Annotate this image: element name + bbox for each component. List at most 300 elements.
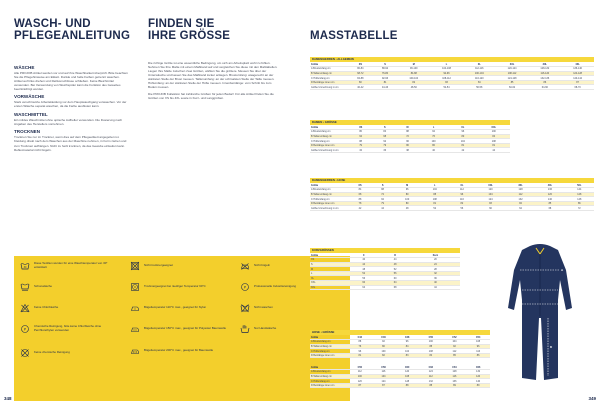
table-cell: 5XL: [565, 183, 594, 188]
table-cell: 85: [496, 80, 529, 85]
row-label: XS: [310, 258, 348, 263]
row-label: L: [310, 271, 348, 276]
table-cell: M: [397, 62, 430, 67]
table-cell: 96: [448, 130, 477, 135]
table-cell: 40-42: [348, 85, 373, 90]
table-cell: 136-140: [561, 67, 594, 72]
table-cell: 100-104: [397, 76, 430, 81]
table-cell: 68: [348, 192, 372, 197]
find-size-column: [148, 18, 278, 100]
row-label: Größe: [310, 253, 348, 258]
table-cell: 88: [348, 197, 372, 202]
table-cell: 60: [379, 276, 410, 281]
table-cell: 20: [411, 258, 460, 263]
row-label: C Hüftumfang cm: [310, 197, 348, 202]
table-cell: 108-112: [496, 71, 529, 76]
iron-200-icon: [130, 346, 140, 356]
size-table-3: [310, 183, 594, 211]
table-cell: XS: [348, 183, 372, 188]
table-cell: 92: [373, 139, 396, 144]
table-cell: 88: [395, 383, 419, 388]
table-cell: 96: [395, 340, 419, 345]
table-cell: 48: [348, 267, 379, 272]
table-cell: 136: [535, 188, 564, 193]
table-cell: 48: [379, 262, 410, 267]
row-label: S: [310, 262, 348, 267]
table-cell: 72: [396, 134, 419, 139]
table-cell: 116-120: [528, 71, 561, 76]
row-label: D Beinlänge innen cm: [310, 80, 348, 85]
svg-text:30: 30: [23, 266, 27, 269]
table-cell: S: [373, 125, 396, 130]
table-cell: M: [396, 125, 419, 130]
table-cell: 104: [448, 139, 477, 144]
table-cell: 116: [443, 374, 467, 379]
table-cell: 128: [506, 188, 535, 193]
table-row: [310, 85, 594, 90]
table-cell: 81: [348, 353, 372, 358]
size-chart-title: MASSTABELLE: [310, 30, 398, 42]
care-item: Bügeltemperatur 150°C max., geeignet für Polyester Baumwolle: [130, 324, 230, 334]
table-cell: 81: [421, 201, 449, 206]
coverall-measurement-figure: [500, 240, 580, 384]
heading-trocknen: TROCKNEN: [14, 129, 41, 135]
table-cell: C66: [466, 365, 490, 370]
care-item: Bügeltemperatur 110°C max., geeignet für Nylon: [130, 303, 230, 313]
table-cell: 64: [506, 206, 535, 211]
row-label: XXL: [310, 281, 348, 286]
care-item: Trocknergeeignet bei niedriger Temperatur 60°C: [130, 282, 230, 292]
table-cell: 87: [348, 383, 372, 388]
table-cell: 86: [528, 80, 561, 85]
table-cell: S: [372, 183, 393, 188]
table-cell: 83: [395, 353, 419, 358]
size-table-6: [310, 365, 490, 388]
row-label: A Brustumfang cm: [310, 188, 348, 193]
table-cell: 36: [411, 276, 460, 281]
table-cell: 108: [421, 197, 449, 202]
svg-text:P: P: [23, 327, 27, 332]
table-cell: M: [393, 183, 421, 188]
table-cell: 88: [421, 192, 449, 197]
care-symbols-panel: [14, 256, 350, 401]
row-label: Größe: [310, 365, 348, 370]
table-cell: 56-58: [463, 85, 496, 90]
care-item: Keine Chlorbleiche: [20, 303, 120, 313]
table-cell: C52: [443, 335, 467, 340]
table-cell: 28: [411, 267, 460, 272]
table-cell: 84-88: [397, 71, 430, 76]
row-label: Größe: [310, 62, 348, 67]
care-item: Nur Handwäsche: [240, 324, 340, 334]
table-cell: 128: [395, 379, 419, 384]
table-cell: 81: [477, 143, 510, 148]
table-cell: 42: [448, 148, 477, 153]
table-cell: 80-84: [348, 67, 373, 72]
table-cell: 80: [393, 201, 421, 206]
heading-vorwaesche: VORWÄSCHE: [14, 94, 45, 100]
table-cell: 52: [379, 267, 410, 272]
care-item: Nicht bügeln: [240, 261, 340, 271]
care-item: Keine chemische Reinigung: [20, 348, 120, 358]
table-row: [310, 206, 594, 211]
table-cell: C48: [395, 335, 419, 340]
row-label: C Hüftumfang cm: [310, 349, 348, 354]
row-label: A Brustumfang cm: [310, 67, 348, 72]
table-cell: 4XL: [561, 62, 594, 67]
table-cell: 24: [411, 262, 460, 267]
table-cell: 85: [535, 201, 564, 206]
table-cell: 148: [565, 197, 594, 202]
table-cell: C44: [348, 335, 372, 340]
table-cell: 144: [565, 188, 594, 193]
table-cell: 120: [475, 188, 506, 193]
table-cell: 86: [466, 353, 490, 358]
table-cell: 89: [466, 383, 490, 388]
table-cell: 3XL: [528, 62, 561, 67]
table-cell: 83: [430, 80, 463, 85]
find-size-title-line2: IHRE GRÖSSE: [148, 30, 231, 42]
row-label: C Hüftumfang cm: [310, 379, 348, 384]
size-table-2: [310, 125, 510, 153]
table-cell: XL: [449, 183, 476, 188]
table-cell: 84: [506, 201, 535, 206]
iron-150-icon: [130, 324, 140, 334]
no-bleach-icon: [20, 303, 30, 313]
table-title: DAMEN • GRÖSSE: [310, 120, 510, 125]
size-table-1: [310, 62, 594, 90]
table-cell: 72: [372, 192, 393, 197]
table-cell: C60: [395, 365, 419, 370]
table-cell: 116-120: [463, 76, 496, 81]
table-cell: 60: [475, 206, 506, 211]
table-cell: 56: [449, 206, 476, 211]
table-cell: 116: [449, 197, 476, 202]
dry-clean-p-icon: [20, 324, 30, 334]
no-iron-icon: [240, 261, 250, 271]
table-cell: 83: [475, 201, 506, 206]
table-cell: 79: [373, 143, 396, 148]
table-cell: 52-54: [430, 85, 463, 90]
find-size-text: Die richtige Größe ist eine wesentliche Bedingung, um sich am Arbeitsplatz wohl zu fühlen. Nehmen Sie Ihre Maße mit einem Maßband auf und vergleichen Sie diese mit den Maßtabellen. Liegen Ihre Maße zwischen zwei Größen, wählen Sie die größere. Messen Sie über der Unterwäsche und lassen Sie das Maßband locker anliegen. Brustumfang: waagerecht an der stärksten Stelle der Brust messen. Taillenumfang: an der schmalsten Stelle der Taille messen. Hüftumfang: an der stärksten Stelle der Hüfte messen. Innenbeinlänge: vom Schritt bis zum Boden messen.: [148, 61, 278, 90]
table-cell: 112: [419, 374, 443, 379]
table-cell: 85: [443, 353, 467, 358]
table-cell: 140: [535, 197, 564, 202]
table-cell: 88: [419, 383, 443, 388]
table-cell: 96: [393, 188, 421, 193]
table-cell: 104: [372, 374, 396, 379]
row-label: A Brustumfang cm: [310, 130, 348, 135]
no-tumble-dry-icon: [130, 261, 140, 271]
table-cell: 68-72: [348, 71, 373, 76]
section-waesche: [14, 65, 128, 91]
table-cell: 128: [443, 370, 467, 375]
table-title: DAMEN/HERREN • HOSE: [310, 178, 594, 183]
table-cell: C56: [348, 365, 372, 370]
table-cell: 80: [348, 80, 373, 85]
row-label: Größe Umrechnung in cm: [310, 206, 348, 211]
table-cell: L: [430, 62, 463, 67]
row-label: D Beinlänge innen cm: [310, 383, 348, 388]
wash-30-icon: [20, 261, 30, 271]
table-cell: 104: [421, 188, 449, 193]
table-cell: 81: [373, 80, 398, 85]
table-cell: 79: [372, 201, 393, 206]
table-cell: 120: [466, 374, 490, 379]
table-cell: 128-132: [528, 67, 561, 72]
table-cell: 112-116: [463, 67, 496, 72]
table-cell: 87: [372, 383, 396, 388]
table-row: [310, 353, 490, 358]
table-cell: 108: [466, 340, 490, 345]
svg-text:P: P: [243, 285, 247, 290]
industrial-wash-icon: [240, 282, 250, 292]
table-cell: 92-96: [373, 76, 398, 81]
table-cell: S: [373, 62, 398, 67]
text-waschmittel: Ein mildes Waschmittel ohne optische Aufheller verwenden. Die Dosierung nach Angaben des Herstellers vornehmen.: [14, 117, 123, 126]
table-cell: XXL: [475, 183, 506, 188]
table-cell: 132-136: [528, 76, 561, 81]
heading-waschmittel: WASCHMITTEL: [14, 111, 48, 117]
table-cell: D: [379, 253, 410, 258]
page-number-right: 349: [588, 396, 596, 401]
text-trocknen: Trocknen Sie nur im Trockner, wenn dies auf dem Pflegeetikett angegeben ist. Kleidung direkt nach dem Waschen aus der Maschine nehmen, in Form ziehen und zum Trocknen aufhängen. Nicht zu heiß trocknen, da das Gewebe einlaufen kann. Reflexmaterial nicht bügeln.: [14, 135, 127, 152]
tumble-dry-low-icon: [130, 282, 140, 292]
table-cell: 88: [396, 130, 419, 135]
table-cell: C46: [372, 335, 396, 340]
table-cell: 92: [419, 130, 448, 135]
table-cell: 36: [373, 148, 396, 153]
table-cell: 76: [419, 134, 448, 139]
table-cell: 86: [565, 201, 594, 206]
figure-label-c: C: [559, 302, 562, 306]
size-table-4: [310, 253, 460, 290]
table-cell: 132: [466, 370, 490, 375]
table-cell: 42: [348, 206, 372, 211]
size-table-5: [310, 335, 490, 358]
table-cell: 108: [419, 349, 443, 354]
care-item: P Chemische Reinigung, bitte keine Chlorbleiche ohne Perchlorethylen verwenden: [20, 324, 120, 334]
table-cell: 80: [372, 344, 396, 349]
table-cell: 40: [348, 258, 379, 263]
table-cell: 40: [419, 148, 448, 153]
care-item: P Professionelle Industriereinigung: [240, 282, 340, 292]
table-cell: 79: [348, 143, 373, 148]
table-cell: 104-108: [430, 67, 463, 72]
row-label: D Beinlänge innen cm: [310, 353, 348, 358]
find-size-title-line1: FINDEN SIE: [148, 18, 215, 30]
table-cell: 87: [561, 80, 594, 85]
table-cell: 80: [396, 143, 419, 148]
table-cell: 132: [506, 197, 535, 202]
table-cell: 96: [396, 139, 419, 144]
no-wash-icon: [240, 303, 250, 313]
table-cell: 76-80: [373, 71, 398, 76]
care-title-line1: WASCH- UND: [14, 18, 91, 30]
table-cell: 96: [348, 349, 372, 354]
table-cell: 108-112: [430, 76, 463, 81]
table-cell: C: [348, 253, 379, 258]
table-cell: 40: [411, 281, 460, 286]
table-cell: 56: [379, 271, 410, 276]
table-cell: 60: [348, 281, 379, 286]
table-cell: 124: [419, 370, 443, 375]
row-label: Größe Umrechnung in cm: [310, 148, 348, 153]
row-label: B Taillenumfang cm: [310, 374, 348, 379]
table-cell: 3XL: [506, 183, 535, 188]
table-cell: 84: [348, 188, 372, 193]
table-cell: 84: [395, 344, 419, 349]
page-number-left: 348: [4, 396, 12, 401]
figure-label-d: D: [550, 345, 553, 349]
table-cell: 92: [372, 340, 396, 345]
care-item: 30 Diese Textilien wurden für eine Waschtemperatur von 30° entwickelt: [20, 261, 120, 271]
care-item: Schonwäsche: [20, 282, 120, 292]
table-cell: 100: [372, 349, 396, 354]
table-cell: 100: [419, 340, 443, 345]
heading-waesche: WÄSCHE: [14, 64, 35, 70]
table-cell: 44: [348, 262, 379, 267]
table-cell: 82: [397, 80, 430, 85]
row-label: B Taillenumfang cm: [310, 192, 348, 197]
table-cell: 88: [372, 188, 393, 193]
table-cell: XL: [463, 62, 496, 67]
table-cell: 108: [395, 374, 419, 379]
table-cell: 32: [411, 271, 460, 276]
table-cell: 104: [443, 340, 467, 345]
table-cell: 88: [348, 139, 373, 144]
table-title: HOSE • GRÖSSE: [310, 330, 490, 335]
table-cell: 4XL: [535, 183, 564, 188]
table-cell: 88: [348, 340, 372, 345]
table-cell: 100-104: [463, 71, 496, 76]
row-label: C Hüftumfang cm: [310, 76, 348, 81]
row-label: A Brustumfang cm: [310, 370, 348, 375]
table-cell: Kurz: [411, 253, 460, 258]
table-cell: 44: [372, 206, 393, 211]
table-cell: 120: [535, 192, 564, 197]
care-item: Nicht trocknergeeignet: [130, 261, 230, 271]
table-title: DAMEN/HERREN • ALLGEMEIN: [310, 57, 594, 62]
table-cell: 124: [372, 379, 396, 384]
table-cell: 112: [348, 370, 372, 375]
table-cell: 52: [348, 271, 379, 276]
text-vorwaesche: Stark verschmutzte Arbeitskleidung vor dem Hauptwaschgang vorwaschen. Vor der ersten Wäsche separat waschen, da die Farbe ausbluten kann.: [14, 100, 127, 109]
care-instructions-column: [14, 18, 131, 152]
table-cell: 120-124: [496, 67, 529, 72]
table-cell: 92: [443, 344, 467, 349]
table-cell: 84: [463, 80, 496, 85]
table-cell: 48-50: [397, 85, 430, 90]
table-cell: 100: [477, 130, 510, 135]
table-cell: 124-128: [496, 76, 529, 81]
table-cell: C58: [372, 365, 396, 370]
row-label: M: [310, 267, 348, 272]
table-cell: 56: [348, 276, 379, 281]
table-cell: 34: [348, 148, 373, 153]
table-cell: 89: [443, 383, 467, 388]
row-label: XL: [310, 276, 348, 281]
table-cell: XL: [448, 125, 477, 130]
table-cell: 80: [348, 130, 373, 135]
text-waesche: Alle PROJOB Artikel werden vor und auf ihre Waschbarkeit überprüft. Bitte beachten Sie die Pflegehinweise am Etikett. Dunkle und helle Farben getrennt waschen. Artikel auf links drehen und Reißverschlüsse schließen. Keine Bleichmittel verwenden. Bei Verwendung von Weichspüler kann die Funktion des Gewebes beeinträchtigt werden.: [14, 70, 128, 91]
table-cell: 112: [449, 188, 476, 193]
table-cell: XS: [348, 125, 373, 130]
table-cell: 82: [449, 201, 476, 206]
row-label: B Taillenumfang cm: [310, 344, 348, 349]
section-vorwaesche: [14, 94, 128, 108]
table-cell: 44-46: [373, 85, 398, 90]
table-cell: 84-88: [348, 76, 373, 81]
table-cell: 140: [466, 379, 490, 384]
table-row: [310, 285, 460, 290]
row-label: Größe: [310, 125, 348, 130]
table-cell: 124: [475, 197, 506, 202]
table-cell: L: [421, 183, 449, 188]
section-trocknen: [14, 129, 128, 151]
table-cell: 108: [477, 139, 510, 144]
table-cell: 64: [348, 285, 379, 290]
table-cell: 52: [421, 206, 449, 211]
table-cell: 82: [372, 353, 396, 358]
row-label: B Taillenumfang cm: [310, 71, 348, 76]
row-label: Größe: [310, 183, 348, 188]
table-cell: C54: [466, 335, 490, 340]
table-cell: 76: [348, 344, 372, 349]
table-cell: 44: [379, 258, 410, 263]
hand-wash-icon: [240, 324, 250, 334]
table-cell: 132: [419, 379, 443, 384]
care-item: Nicht waschen: [240, 303, 340, 313]
table-cell: 84: [419, 353, 443, 358]
figure-label-b: B: [559, 288, 562, 292]
table-cell: 68-70: [561, 85, 594, 90]
table-cell: 96-100: [397, 67, 430, 72]
table-cell: C50: [419, 335, 443, 340]
table-row: [310, 148, 510, 153]
iron-110-icon: [130, 303, 140, 313]
care-item: Bügeltemperatur 200°C max., geeignet für Baumwolle: [130, 346, 230, 356]
table-cell: 44: [477, 148, 510, 153]
table-cell: 68: [379, 285, 410, 290]
table-cell: 104: [395, 349, 419, 354]
table-cell: 140-144: [561, 76, 594, 81]
section-waschmittel: [14, 112, 128, 126]
table-cell: 64: [379, 281, 410, 286]
table-cell: 124-128: [561, 71, 594, 76]
table-cell: 100: [419, 139, 448, 144]
table-cell: 64: [348, 134, 373, 139]
table-cell: XXL: [496, 62, 529, 67]
table-cell: 60-62: [496, 85, 529, 90]
row-label: D Beinlänge innen cm: [310, 201, 348, 206]
table-row: [310, 383, 490, 388]
table-cell: 92: [372, 197, 393, 202]
table-cell: 104: [475, 192, 506, 197]
table-cell: 84: [373, 130, 396, 135]
table-cell: 88-92: [373, 67, 398, 72]
table-cell: L: [419, 125, 448, 130]
table-cell: 81: [448, 143, 477, 148]
row-label: A Brustumfang cm: [310, 340, 348, 345]
table-cell: 112: [443, 349, 467, 354]
table-cell: 72: [565, 206, 594, 211]
table-cell: 128: [565, 192, 594, 197]
row-label: D Beinlänge innen cm: [310, 143, 348, 148]
table-cell: C64: [443, 365, 467, 370]
figure-label-a: A: [561, 268, 564, 272]
table-cell: 100: [393, 197, 421, 202]
